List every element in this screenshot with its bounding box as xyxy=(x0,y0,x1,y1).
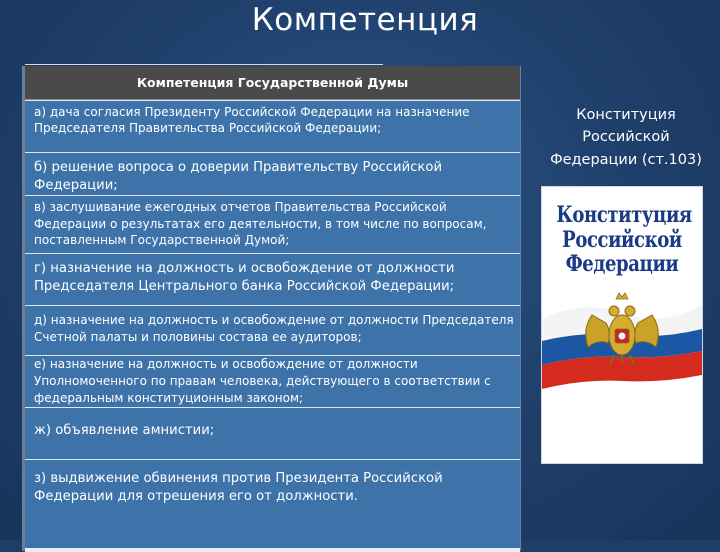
table-row-c: в) заслушивание ежегодных отчетов Правительства Российской Федерации о результатах его деятельности, в том числе по вопросам, поставленным Государственной Думой; xyxy=(25,195,520,253)
table-row-h: з) выдвижение обвинения против Президента Российской Федерации для отрешения его от должности. xyxy=(25,459,520,548)
table-row-e: д) назначение на должность и освобождение от должности Председателя Счетной палаты и половины состава ее аудиторов; xyxy=(25,305,520,355)
table-row-a: а) дача согласия Президенту Российской Федерации на назначение Председателя Правительства Российской Федерации; xyxy=(25,100,520,152)
table-row-g: ж) объявление амнистии; xyxy=(25,407,520,459)
flag-and-emblem-image xyxy=(542,289,702,389)
book-title: Конституция Российской Федерации xyxy=(556,202,692,278)
table-row-b: б) решение вопроса о доверии Правительству Российской Федерации; xyxy=(25,152,520,204)
table-header: Компетенция Государственной Думы xyxy=(25,66,520,100)
constitution-caption: Конституция Российской Федерации (ст.103) xyxy=(550,107,702,168)
constitution-book-cover xyxy=(541,186,703,464)
table-bottom-edge xyxy=(25,548,520,552)
table-row-f: е) назначение на должность и освобождение от должности Уполномоченного по правам человека, действующего в соответствии с федеральным конституционным законом; xyxy=(25,355,520,407)
competence-table xyxy=(22,66,521,551)
table-row-d: г) назначение на должность и освобождение от должности Председателя Центрального банка Российской Федерации; xyxy=(25,253,520,305)
title-divider xyxy=(25,64,383,65)
slide-title: Компетенция xyxy=(251,2,479,38)
